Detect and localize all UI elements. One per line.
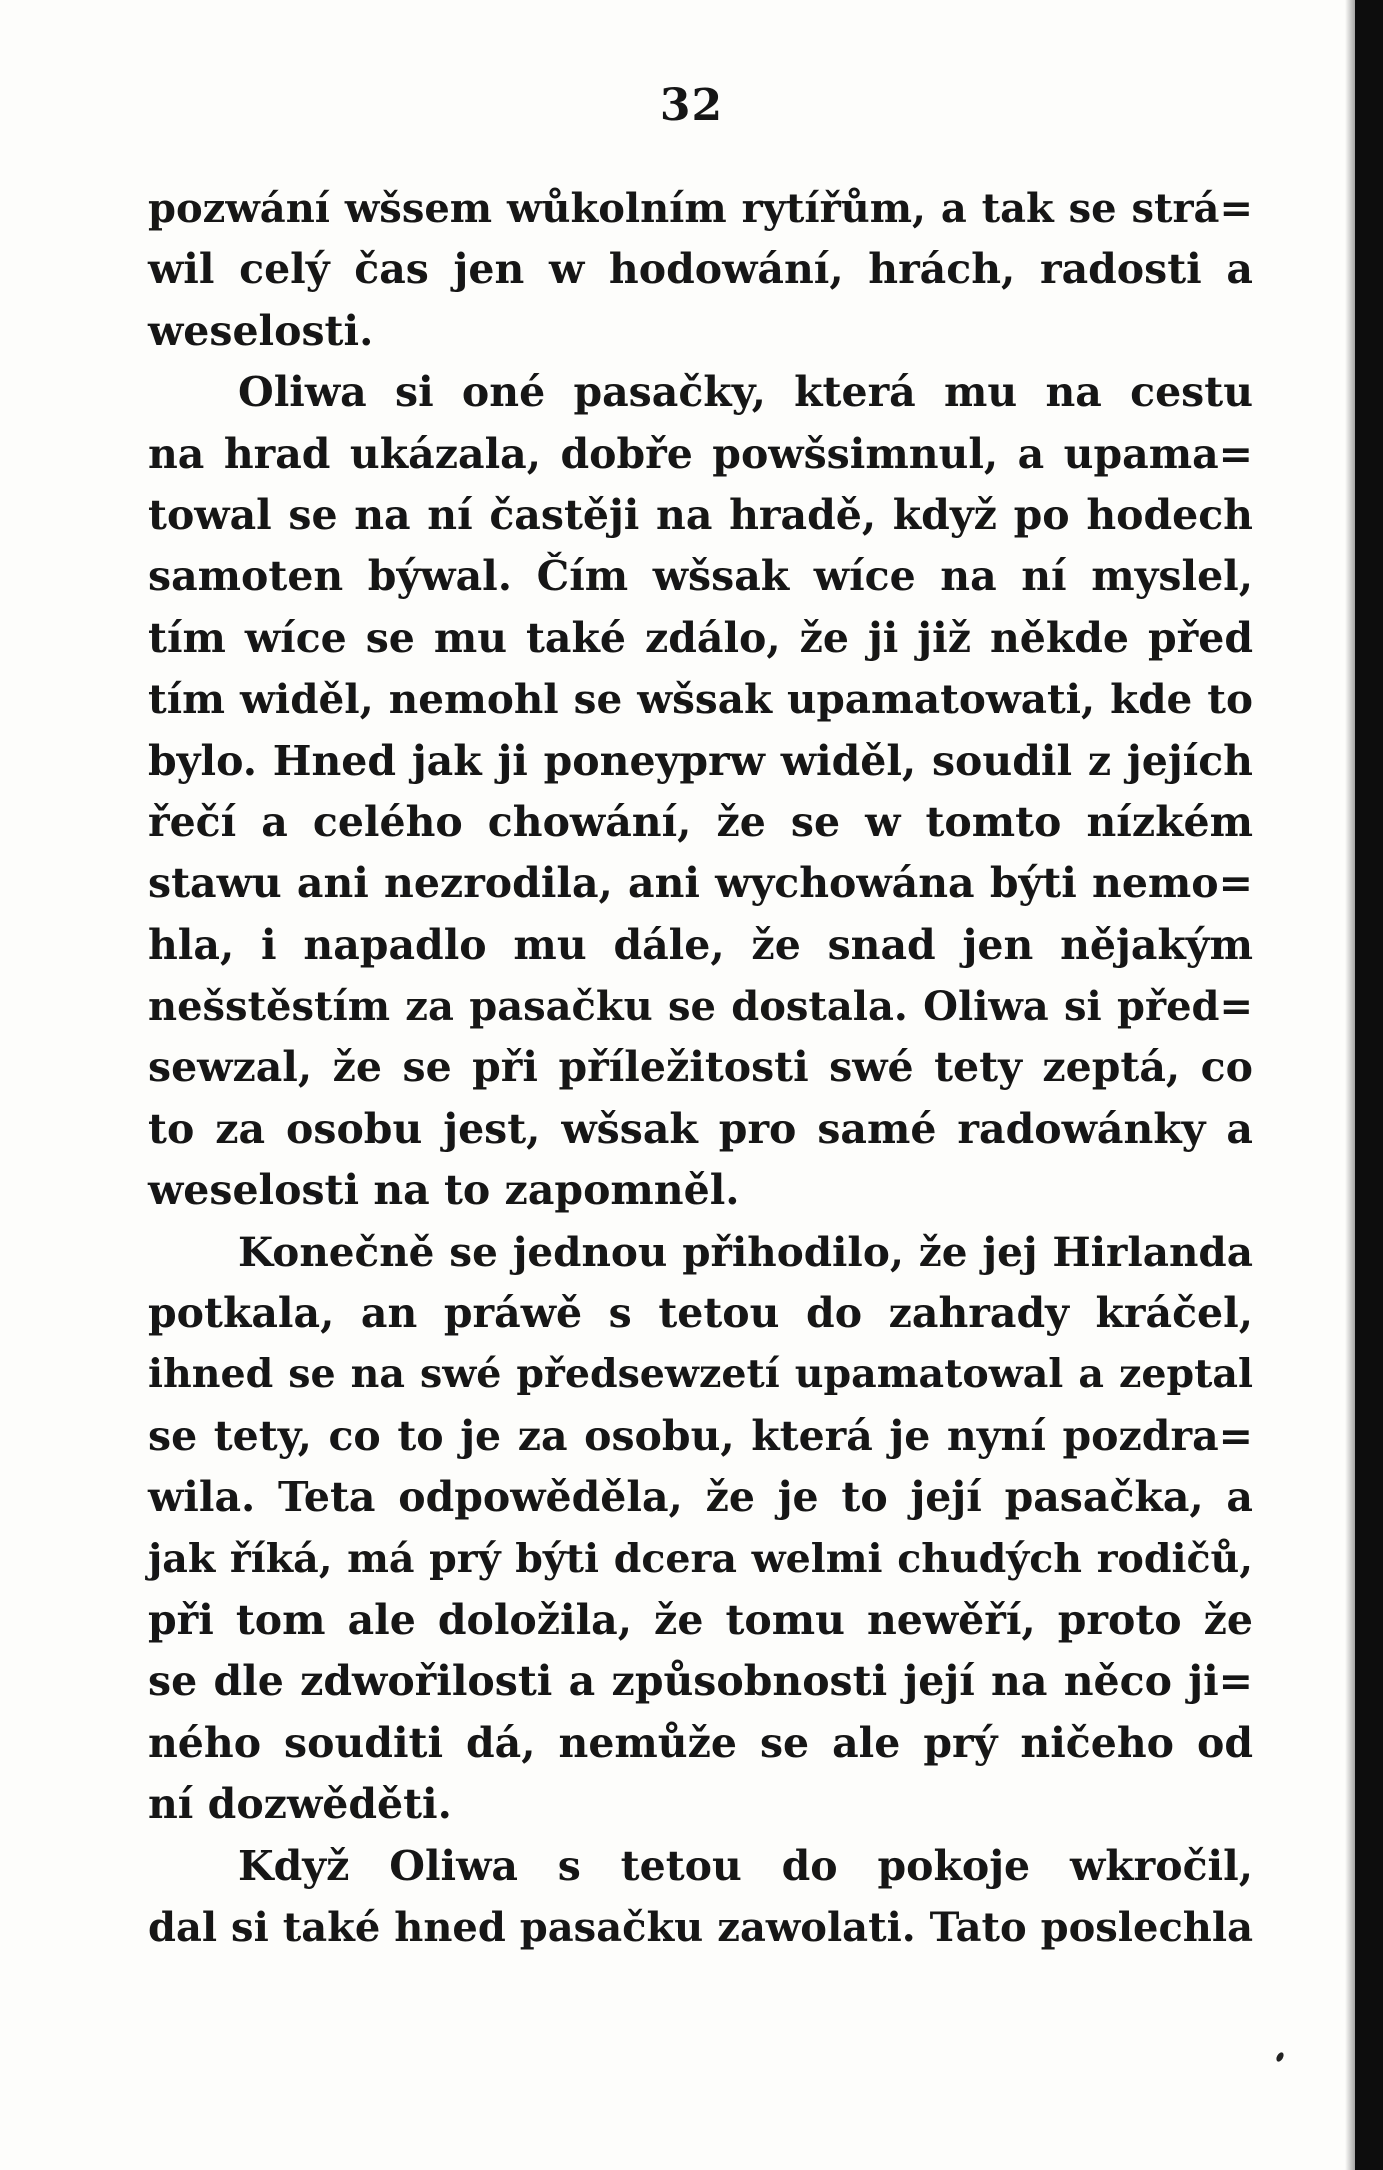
scan-border [1355,0,1383,2170]
ink-speck [1275,2051,1285,2063]
text-line: wil celý čas jen w hodowání, hrách, radosti a [148,245,1253,294]
text-line: stawu ani nezrodila, ani wychowána býti nemo= [148,859,1253,908]
text-line: weselosti na to zapomněl. [148,1166,740,1215]
text-line: nešstěstím za pasačku se dostala. Oliwa si před= [148,983,1253,1031]
text-line: wila. Teta odpowěděla, že je to její pasačka, a [148,1473,1253,1522]
text-line: se tety, co to je za osobu, která je nyní pozdra= [148,1411,1253,1460]
text-line: samoten býwal. Čím wšsak wíce na ní myslel, [148,552,1253,601]
text-line: towal se na ní častěji na hradě, když po hodech [148,490,1253,539]
text-line: ihned se na swé předsewzetí upamatowal a zeptal [148,1351,1253,1398]
text-line: tím wíce se mu také zdálo, že ji již někde před [148,613,1253,662]
text-line: hla, i napadlo mu dále, že snad jen nějakým [148,920,1253,969]
text-line: při tom ale doložila, že tomu newěří, proto že [148,1595,1253,1644]
text-line: weselosti. [148,306,374,355]
text-line: jak říká, má prý býti dcera welmi chudých rodičů, [148,1535,1253,1582]
text-line: Konečně se jednou přihodilo, že jej Hirlanda [238,1227,1253,1276]
text-line: sewzal, že se při příležitosti swé tety zeptá, co [148,1043,1253,1092]
text-line: tím widěl, nemohl se wšsak upamatowati, kde to [148,675,1253,724]
page-number: 32 [659,80,724,131]
text-line: potkala, an práwě s tetou do zahrady kráčel, [148,1289,1253,1338]
page-edge-shadow [1345,0,1355,2170]
text-line: ného souditi dá, nemůže se ale prý ničeho od [148,1718,1253,1767]
body-text [148,178,1253,1958]
text-line: se dle zdwořilosti a způsobnosti její na něco ji= [148,1657,1253,1706]
text-line: řečí a celého chowání, že se w tomto nízkém [148,797,1253,846]
text-line: Když Oliwa s tetou do pokoje wkročil, [238,1841,1253,1890]
text-line: dal si také hned pasačku zawolati. Tato poslechla [148,1903,1253,1951]
text-line: Oliwa si oné pasačky, která mu na cestu [238,368,1253,417]
text-line: to za osobu jest, wšsak pro samé radowánky a [148,1104,1253,1153]
text-line: na hrad ukázala, dobře powšsimnul, a upama= [148,429,1253,478]
text-line: pozwání wšsem wůkolním rytířům, a tak se strá= [148,185,1253,232]
text-line: ní dozwěděti. [148,1780,452,1829]
text-line: bylo. Hned jak ji poneyprw widěl, soudil z jejích [148,736,1253,785]
